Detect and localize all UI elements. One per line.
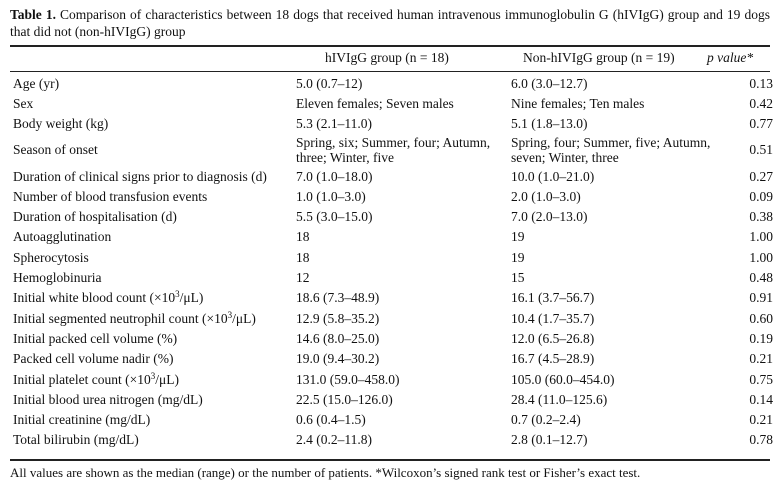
cell-p-value: 1.00 — [749, 249, 773, 265]
table-row — [10, 166, 773, 186]
row-label — [10, 134, 296, 166]
table-row — [10, 93, 773, 113]
cell-hivigg: 5.3 (2.1–11.0) — [296, 116, 372, 132]
cell-p-value: 0.91 — [749, 290, 773, 306]
table-row — [10, 114, 773, 134]
row-label-text: Initial blood urea nitrogen (mg/dL) — [13, 391, 203, 407]
cell-p-value: 1.00 — [749, 229, 773, 245]
cell-hivigg: 0.6 (0.4–1.5) — [296, 412, 366, 428]
table-row — [10, 186, 773, 206]
cell-hivigg: 5.0 (0.7–12) — [296, 75, 363, 91]
row-label-text: Autoagglutination — [13, 229, 112, 245]
row-label — [10, 73, 296, 93]
row-label-text: Sex — [13, 95, 34, 111]
cell-non-hivigg: Nine females; Ten males — [511, 95, 645, 111]
cell-non-hivigg: 2.8 (0.1–12.7) — [511, 432, 588, 448]
cell-hivigg: 14.6 (8.0–25.0) — [296, 330, 380, 346]
row-label-text: Duration of clinical signs prior to diagnosis (d) — [13, 168, 267, 184]
cell-non-hivigg: 2.0 (1.0–3.0) — [511, 188, 581, 204]
caption-text: Comparison of characteristics between 18 dogs that received human intravenous immunoglobulin G (hIVIgG) group and 19 dogs that did not (non-hIVIgG) group — [10, 7, 770, 39]
cell-hivigg: 18 — [296, 249, 310, 265]
row-label — [10, 349, 296, 369]
cell-non-hivigg: 28.4 (11.0–125.6) — [511, 391, 608, 407]
row-label — [10, 267, 296, 287]
row-label — [10, 186, 296, 206]
row-label — [10, 93, 296, 113]
cell-p-value: 0.75 — [749, 371, 773, 387]
cell-hivigg: 2.4 (0.2–11.8) — [296, 432, 372, 448]
row-label-text: Number of blood transfusion events — [13, 188, 208, 204]
cell-p-value: 0.78 — [749, 432, 773, 448]
cell-non-hivigg: 6.0 (3.0–12.7) — [511, 75, 588, 91]
row-label — [10, 389, 296, 409]
column-header-p-value — [707, 50, 753, 66]
top-rule — [10, 45, 770, 47]
cell-p-value: 0.09 — [749, 188, 773, 204]
row-label-text: Initial platelet count (×10 — [13, 371, 151, 387]
table-row — [10, 227, 773, 247]
cell-hivigg: 7.0 (1.0–18.0) — [296, 168, 373, 184]
row-label — [10, 369, 296, 389]
row-label-text: Initial white blood count (×10 — [13, 290, 176, 306]
cell-hivigg: 19.0 (9.4–30.2) — [296, 351, 380, 367]
table-row — [10, 206, 773, 226]
table-row — [10, 288, 773, 308]
cell-p-value: 0.38 — [749, 209, 773, 225]
cell-non-hivigg: 15 — [511, 270, 525, 286]
table-row — [10, 328, 773, 348]
table-row — [10, 430, 773, 450]
table-row — [10, 389, 773, 409]
cell-p-value: 0.48 — [749, 270, 773, 286]
row-label-unit: /μL) — [179, 290, 204, 306]
row-label — [10, 288, 296, 308]
cell-non-hivigg: 16.7 (4.5–28.9) — [511, 351, 595, 367]
cell-p-value: 0.42 — [749, 95, 773, 111]
row-label-superscript: 3 — [175, 289, 180, 300]
cell-non-hivigg: Spring, four; Summer, five; Autumn, seven; Winter, three — [511, 134, 711, 165]
table-row — [10, 267, 773, 287]
table-row — [10, 73, 773, 93]
row-label-unit: /μL) — [232, 310, 256, 326]
row-label-unit: /μL) — [155, 371, 179, 387]
row-label-superscript: 3 — [227, 309, 233, 320]
row-label — [10, 247, 296, 267]
row-label — [10, 409, 296, 429]
row-label-superscript: 3 — [150, 370, 156, 381]
table-row — [10, 247, 773, 267]
cell-hivigg: 12 — [296, 270, 310, 286]
cell-hivigg: 1.0 (1.0–3.0) — [296, 188, 366, 204]
cell-non-hivigg: 19 — [511, 249, 525, 265]
row-label-text: Duration of hospitalisation (d) — [13, 209, 177, 225]
cell-non-hivigg: 16.1 (3.7–56.7) — [511, 290, 595, 306]
cell-hivigg: Eleven females; Seven males — [296, 95, 454, 111]
cell-p-value: 0.60 — [749, 310, 773, 326]
table-row — [10, 308, 773, 328]
cell-hivigg: 22.5 (15.0–126.0) — [296, 391, 393, 407]
row-label-text: Hemoglobinuria — [13, 270, 102, 286]
cell-hivigg: 18.6 (7.3–48.9) — [296, 290, 380, 306]
cell-p-value: 0.21 — [749, 412, 773, 428]
data-table — [10, 73, 773, 450]
row-label-text: Packed cell volume nadir (%) — [13, 351, 174, 367]
cell-p-value: 0.77 — [749, 116, 773, 132]
cell-non-hivigg: 5.1 (1.8–13.0) — [511, 116, 588, 132]
column-header-non-hivigg: Non-hIVIgG group (n = 19) — [523, 50, 675, 65]
table-footnote: All values are shown as the median (range) or the number of patients. *Wilcoxon’s signed rank test or Fisher’s exact test. — [10, 465, 641, 480]
cell-non-hivigg: 10.4 (1.7–35.7) — [511, 310, 595, 326]
table-row — [10, 134, 773, 166]
cell-hivigg: Spring, six; Summer, four; Autumn, three; Winter, five — [296, 134, 491, 165]
table-label: Table 1. — [10, 7, 56, 22]
row-label — [10, 308, 296, 328]
row-label-text: Initial packed cell volume (%) — [13, 330, 178, 346]
row-label — [10, 328, 296, 348]
cell-p-value: 0.27 — [749, 168, 773, 184]
column-header-hivigg: hIVIgG group (n = 18) — [325, 50, 449, 65]
cell-hivigg: 18 — [296, 229, 310, 245]
cell-non-hivigg: 0.7 (0.2–2.4) — [511, 412, 581, 428]
cell-non-hivigg: 10.0 (1.0–21.0) — [511, 168, 595, 184]
table-caption — [10, 6, 770, 40]
row-label-text: Season of onset — [13, 142, 98, 158]
bottom-rule — [10, 459, 770, 461]
row-label — [10, 227, 296, 247]
cell-non-hivigg: 12.0 (6.5–26.8) — [511, 330, 595, 346]
row-label — [10, 206, 296, 226]
cell-p-value: 0.19 — [749, 330, 773, 346]
table-row — [10, 349, 773, 369]
cell-non-hivigg: 7.0 (2.0–13.0) — [511, 209, 588, 225]
table-row — [10, 409, 773, 429]
cell-p-value: 0.21 — [749, 351, 773, 367]
row-label-text: Spherocytosis — [13, 249, 89, 265]
row-label-text: Initial creatinine (mg/dL) — [13, 412, 151, 428]
header-rule — [10, 71, 770, 72]
p-value-label: p value* — [707, 50, 754, 65]
cell-hivigg: 12.9 (5.8–35.2) — [296, 310, 380, 326]
cell-hivigg: 131.0 (59.0–458.0) — [296, 371, 400, 387]
row-label — [10, 114, 296, 134]
row-label — [10, 166, 296, 186]
row-label-text: Total bilirubin (mg/dL) — [13, 432, 139, 448]
cell-p-value: 0.14 — [749, 391, 773, 407]
row-label — [10, 430, 296, 450]
table-row — [10, 369, 773, 389]
row-label-text: Initial segmented neutrophil count (×10 — [13, 310, 228, 326]
row-label-text: Body weight (kg) — [13, 116, 109, 132]
row-label-text: Age (yr) — [13, 75, 60, 91]
cell-hivigg: 5.5 (3.0–15.0) — [296, 209, 373, 225]
cell-p-value: 0.13 — [749, 75, 773, 91]
cell-p-value: 0.51 — [749, 142, 773, 158]
cell-non-hivigg: 105.0 (60.0–454.0) — [511, 371, 615, 387]
cell-non-hivigg: 19 — [511, 229, 525, 245]
